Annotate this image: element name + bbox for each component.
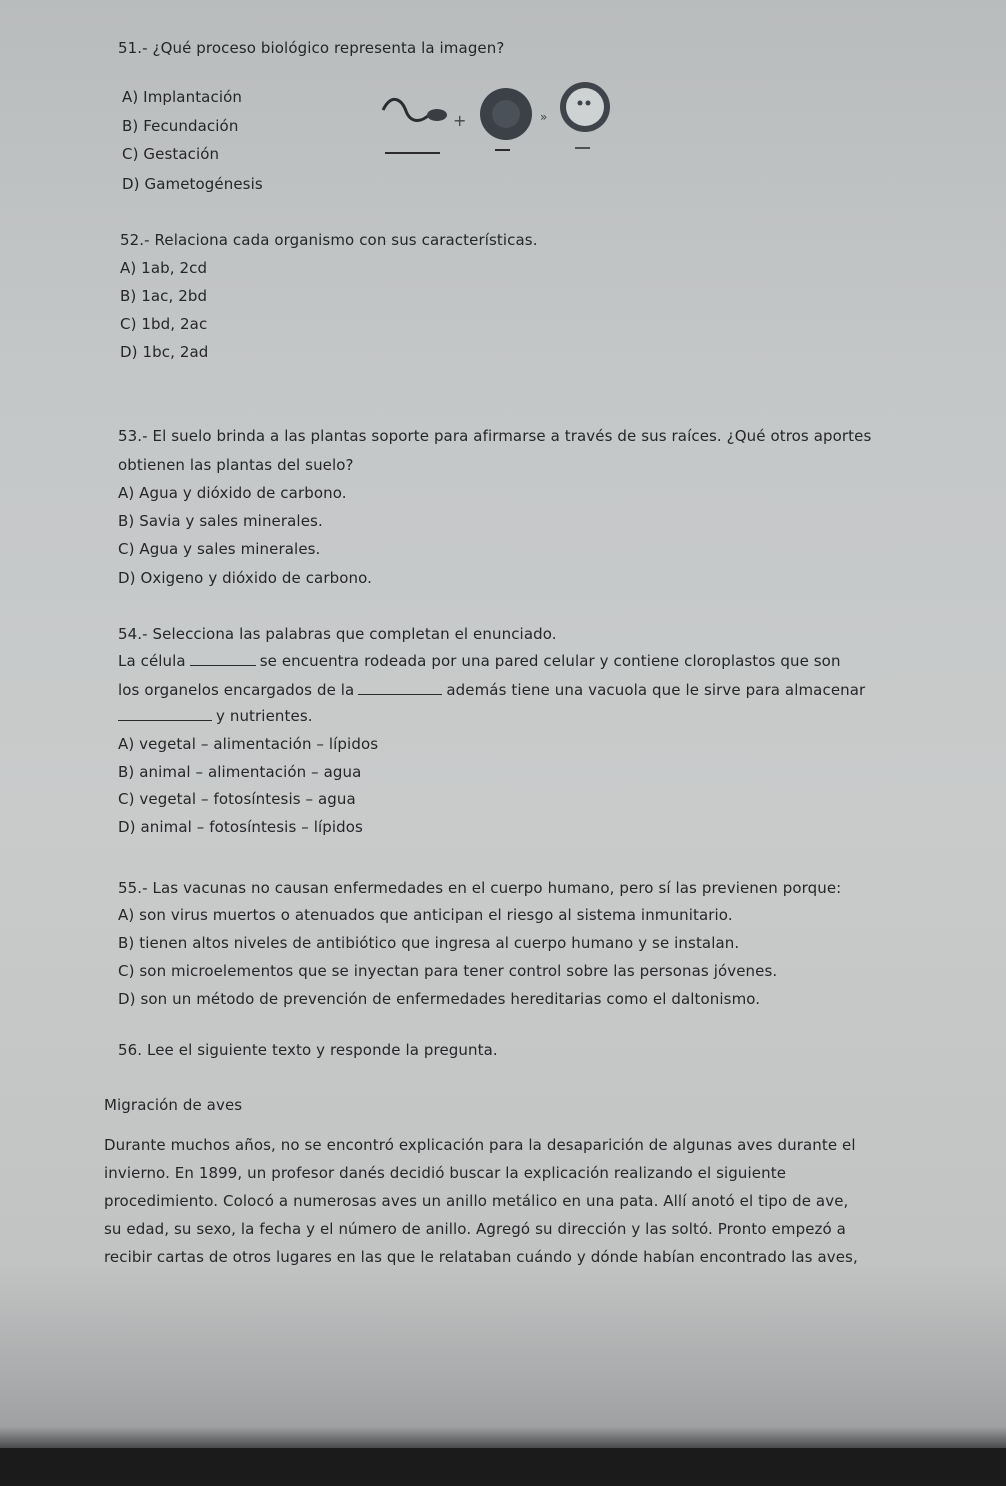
sperm-icon <box>383 99 447 121</box>
q51-question: 51.- ¿Qué proceso biológico representa la imagen? <box>118 39 505 57</box>
q55-question: 55.- Las vacunas no causan enfermedades en el cuerpo humano, pero sí las previenen porque: <box>118 879 842 897</box>
photo-dark-edge <box>0 1448 1006 1486</box>
q52-option-d: D) 1bc, 2ad <box>120 343 209 361</box>
reading-line-1: Durante muchos años, no se encontró explicación para la desaparición de algunas aves durante el <box>104 1136 856 1154</box>
q54-text: se encuentra rodeada por una pared celular y contiene cloroplastos que son <box>259 652 841 670</box>
q53-option-b: B) Savia y sales minerales. <box>118 512 323 530</box>
q51-option-d: D) Gametogénesis <box>122 175 263 193</box>
reading-title: Migración de aves <box>104 1096 243 1114</box>
q55-option-c: C) son microelementos que se inyectan para tener control sobre las personas jóvenes. <box>118 962 778 980</box>
q54-text: además tiene una vacuola que le sirve para almacenar <box>446 681 866 699</box>
q54-option-c: C) vegetal – fotosíntesis – agua <box>118 790 356 808</box>
reading-line-3: procedimiento. Colocó a numerosas aves un anillo metálico en una pata. Allí anotó el tipo de ave, <box>104 1192 849 1210</box>
q56-question: 56. Lee el siguiente texto y responde la pregunta. <box>118 1041 498 1059</box>
q54-sentence-3 <box>118 707 313 725</box>
q54-option-d: D) animal – fotosíntesis – lípidos <box>118 818 363 836</box>
q51-option-a: A) Implantación <box>122 88 242 106</box>
q54-text: los organelos encargados de la <box>118 681 355 699</box>
q55-option-d: D) son un método de prevención de enfermedades hereditarias como el daltonismo. <box>118 990 761 1008</box>
q55-option-a: A) son virus muertos o atenuados que anticipan el riesgo al sistema inmunitario. <box>118 906 733 924</box>
q51-option-b: B) Fecundación <box>122 117 239 135</box>
answer-blank <box>358 682 442 695</box>
q54-option-b: B) animal – alimentación – agua <box>118 763 362 781</box>
q52-option-b: B) 1ac, 2bd <box>120 287 208 305</box>
q54-sentence-2 <box>118 681 865 699</box>
q52-option-c: C) 1bd, 2ac <box>120 315 208 333</box>
svg-text:»: » <box>540 110 548 124</box>
reading-line-4: su edad, su sexo, la fecha y el número de anillo. Agregó su dirección y las soltó. Pronto empezó a <box>104 1220 846 1238</box>
q54-option-a: A) vegetal – alimentación – lípidos <box>118 735 379 753</box>
zygote-icon <box>560 82 610 132</box>
q52-question: 52.- Relaciona cada organismo con sus características. <box>120 231 538 249</box>
reading-line-5: recibir cartas de otros lugares en las que le relataban cuándo y dónde habían encontrado las aves, <box>104 1248 858 1266</box>
ovum-icon <box>480 88 532 140</box>
q53-question: 53.- El suelo brinda a las plantas soporte para afirmarse a través de sus raíces. ¿Qué otros aportes <box>118 427 872 445</box>
q54-sentence-1 <box>118 652 841 670</box>
q53-option-d: D) Oxigeno y dióxido de carbono. <box>118 569 372 587</box>
fertilization-figure <box>380 78 620 160</box>
q53-option-c: C) Agua y sales minerales. <box>118 540 321 558</box>
q54-question: 54.- Selecciona las palabras que completan el enunciado. <box>118 625 557 643</box>
q53-question-cont: obtienen las plantas del suelo? <box>118 456 354 474</box>
q54-text: y nutrientes. <box>216 707 313 725</box>
answer-blank <box>118 708 212 721</box>
answer-blank <box>190 653 256 666</box>
q54-text: La célula <box>118 652 186 670</box>
q55-option-b: B) tienen altos niveles de antibiótico que ingresa al cuerpo humano y se instalan. <box>118 934 740 952</box>
q53-option-a: A) Agua y dióxido de carbono. <box>118 484 347 502</box>
q52-option-a: A) 1ab, 2cd <box>120 259 208 277</box>
reading-line-2: invierno. En 1899, un profesor danés decidió buscar la explicación realizando el siguiente <box>104 1164 787 1182</box>
q51-option-c: C) Gestación <box>122 145 220 163</box>
svg-text:+: + <box>453 111 467 130</box>
